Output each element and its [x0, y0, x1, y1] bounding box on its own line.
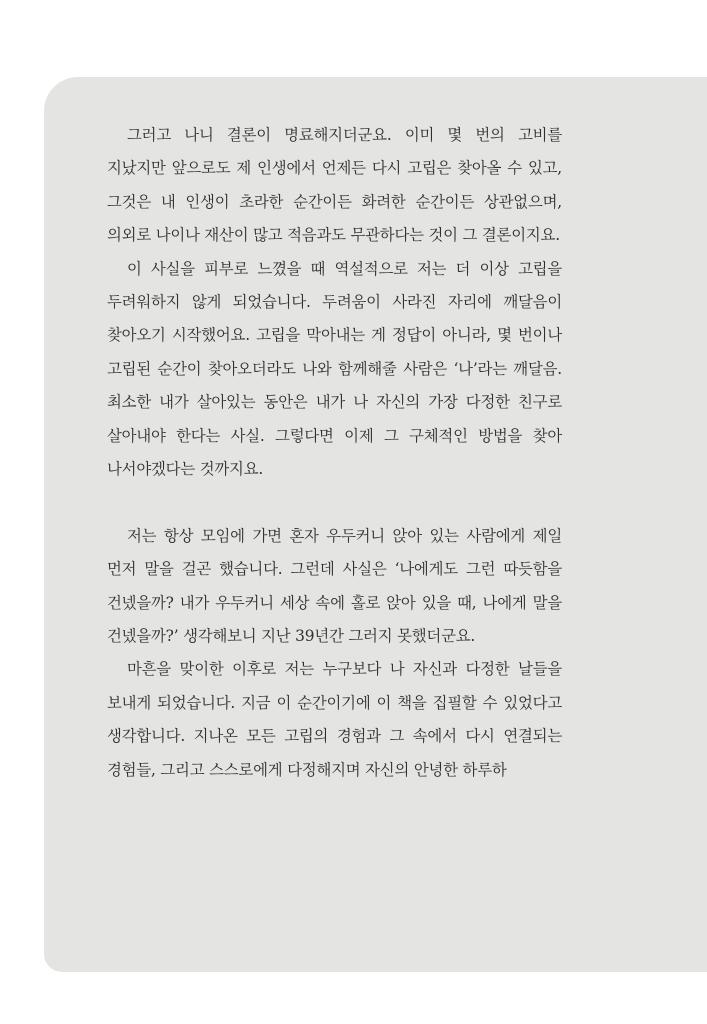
paragraph-3: 저는 항상 모임에 가면 혼자 우두커니 앉아 있는 사람에게 제일 먼저 말을 걸곤 했습니다. 그런데 사실은 ‘나에게도 그런 따듯함을 건넸을까? 내가 우두커니 세상 속에 홀로 앉아 있을 때, 나에게 말을 건넸을까?’ 생각해보니 지난 39년간 그러지 못했더군요. — [107, 526, 562, 646]
page-top-margin — [44, 0, 707, 77]
body-text — [107, 119, 562, 787]
paragraph-2: 이 사실을 피부로 느꼈을 때 역설적으로 저는 더 이상 고립을 두려워하지 않게 되었습니다. 두려움이 사라진 자리에 깨달음이 찾아오기 시작했어요. 고립을 막아내는 게 정답이 아니라, 몇 번이나 고립된 순간이 찾아오더라도 나와 함께해줄 사람은 ‘나’라는 깨달음. 최소한 내가 살아있는 동안은 내가 나 자신의 가장 다정한 친구로 살아내야 한다는 사실. 그렇다면 이제 그 구체적인 방법을 찾아 나서야겠다는 것까지요. — [107, 259, 562, 479]
paragraph-gap — [107, 486, 562, 519]
paragraph-4: 마흔을 맞이한 이후로 저는 누구보다 나 자신과 다정한 날들을 보내게 되었습니다. 지금 이 순간이기에 이 책을 집필할 수 있었다고 생각합니다. 지나온 모든 고립의 경험과 그 속에서 다시 연결되는 경험들, 그리고 스스로에게 다정해지며 자신의 안녕한 하루하 — [107, 660, 562, 779]
paragraph-1: 그러고 나니 결론이 명료해지더군요. 이미 몇 번의 고비를 지났지만 앞으로도 제 인생에서 언제든 다시 고립은 찾아올 수 있고, 그것은 내 인생이 초라한 순간이든 화려한 순간이든 상관없으며, 의외로 나이나 재산이 많고 적음과도 무관하다는 것이 그 결론이지요. — [107, 126, 562, 245]
